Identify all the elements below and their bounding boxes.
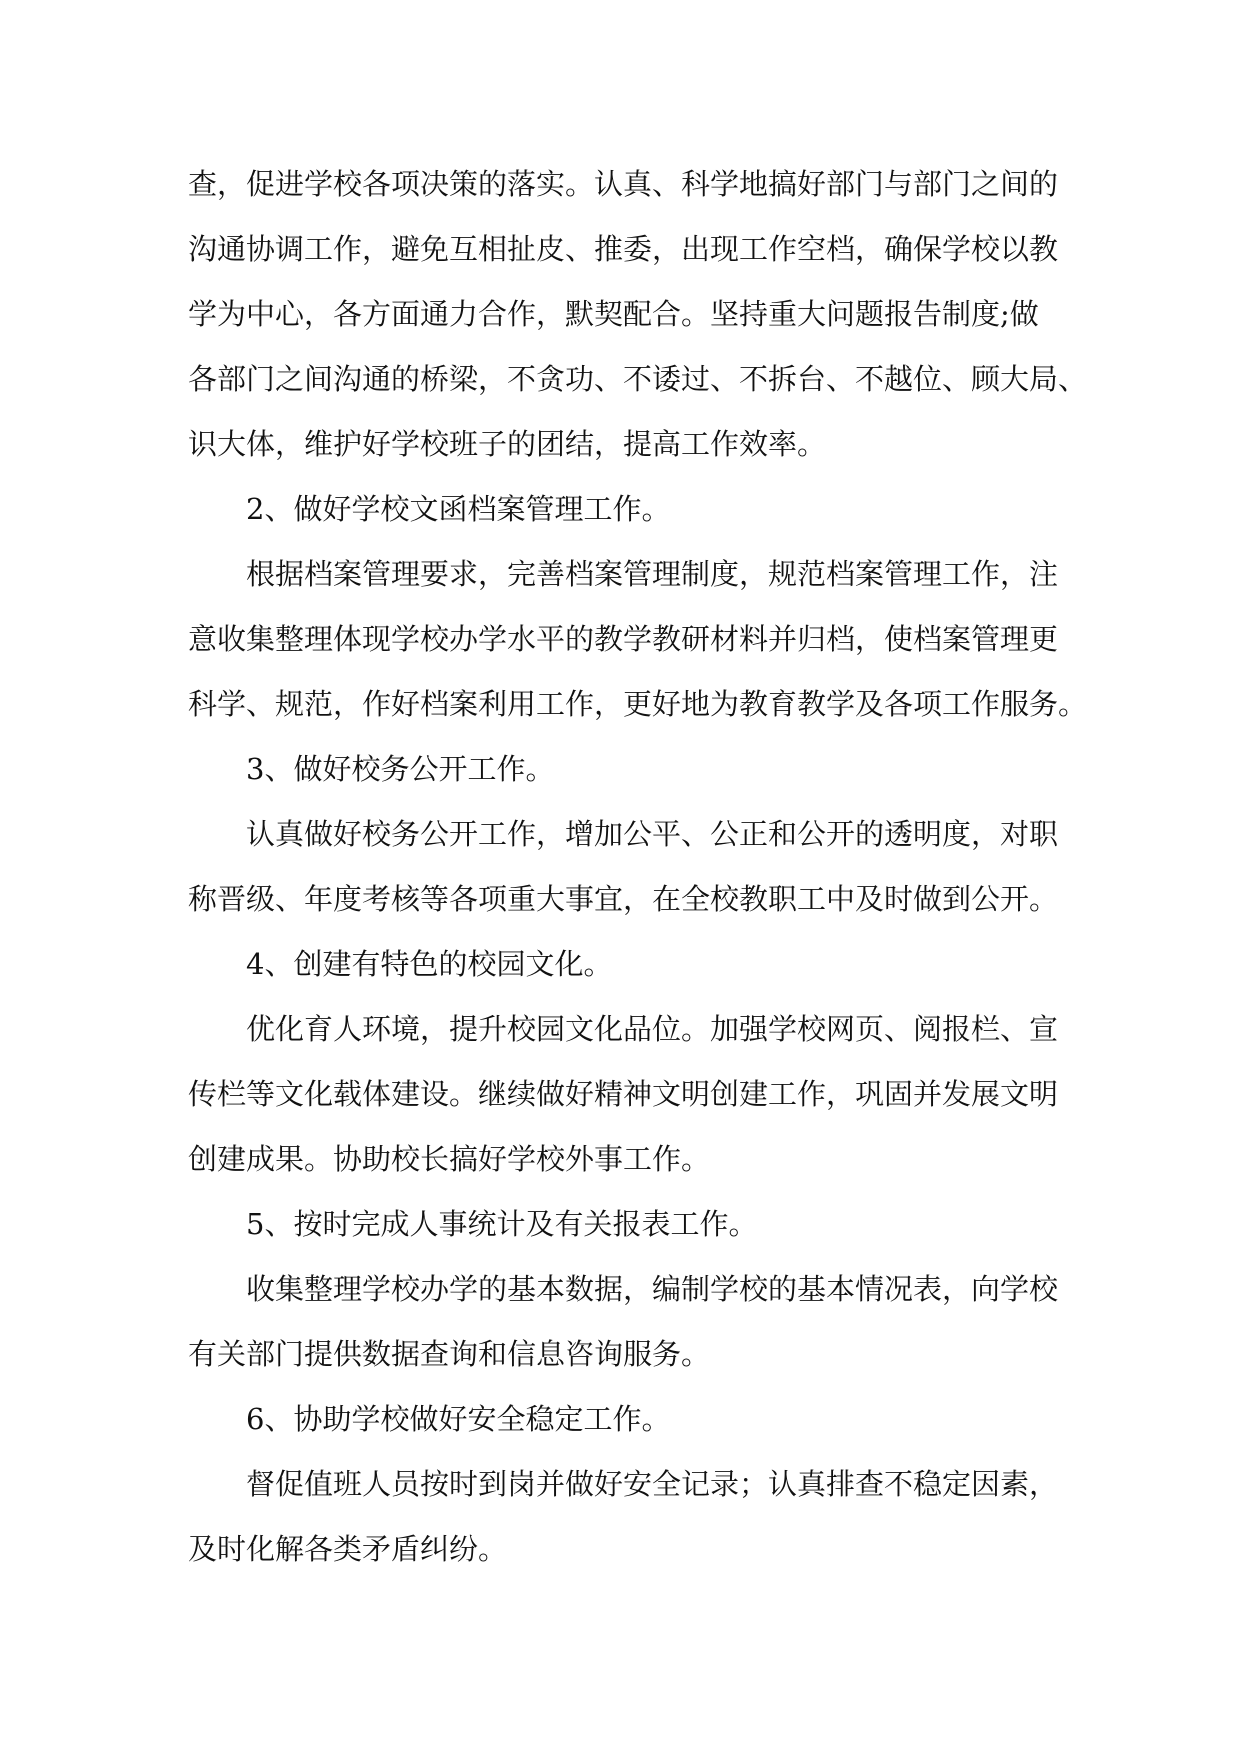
text-line: 意收集整理体现学校办学水平的教学教研材料并归档，使档案管理更 <box>188 622 1059 656</box>
text-line: 有关部门提供数据查询和信息咨询服务。 <box>188 1337 711 1371</box>
section-heading-4: 4、创建有特色的校园文化。 <box>246 947 613 981</box>
text-line: 传栏等文化载体建设。继续做好精神文明创建工作，巩固并发展文明 <box>188 1077 1059 1111</box>
document-body <box>188 152 1088 1582</box>
text-line: 科学、规范，作好档案利用工作，更好地为教育教学及各项工作服务。 <box>188 687 1088 721</box>
text-line: 及时化解各类矛盾纠纷。 <box>188 1532 508 1566</box>
text-line: 创建成果。协助校长搞好学校外事工作。 <box>188 1142 711 1176</box>
text-line: 称晋级、年度考核等各项重大事宜，在全校教职工中及时做到公开。 <box>188 882 1059 916</box>
text-line: 沟通协调工作，避免互相扯皮、推委，出现工作空档，确保学校以教 <box>188 232 1059 266</box>
text-line: 学为中心，各方面通力合作，默契配合。坚持重大问题报告制度;做 <box>188 297 1039 331</box>
text-line: 各部门之间沟通的桥梁，不贪功、不诿过、不拆台、不越位、顾大局、 <box>188 362 1088 396</box>
text-line: 优化育人环境，提升校园文化品位。加强学校网页、阅报栏、宣 <box>246 1012 1059 1046</box>
section-heading-6: 6、协助学校做好安全稳定工作。 <box>246 1402 671 1436</box>
text-line: 识大体，维护好学校班子的团结，提高工作效率。 <box>188 427 827 461</box>
text-line: 收集整理学校办学的基本数据，编制学校的基本情况表，向学校 <box>246 1272 1059 1306</box>
section-heading-3: 3、做好校务公开工作。 <box>246 752 555 786</box>
text-line: 查，促进学校各项决策的落实。认真、科学地搞好部门与部门之间的 <box>188 167 1059 201</box>
section-heading-2: 2、做好学校文函档案管理工作。 <box>246 492 671 526</box>
section-heading-5: 5、按时完成人事统计及有关报表工作。 <box>246 1207 758 1241</box>
text-line: 认真做好校务公开工作，增加公平、公正和公开的透明度，对职 <box>246 817 1059 851</box>
text-line: 督促值班人员按时到岗并做好安全记录；认真排查不稳定因素， <box>246 1467 1059 1501</box>
text-line: 根据档案管理要求，完善档案管理制度，规范档案管理工作，注 <box>246 557 1059 591</box>
